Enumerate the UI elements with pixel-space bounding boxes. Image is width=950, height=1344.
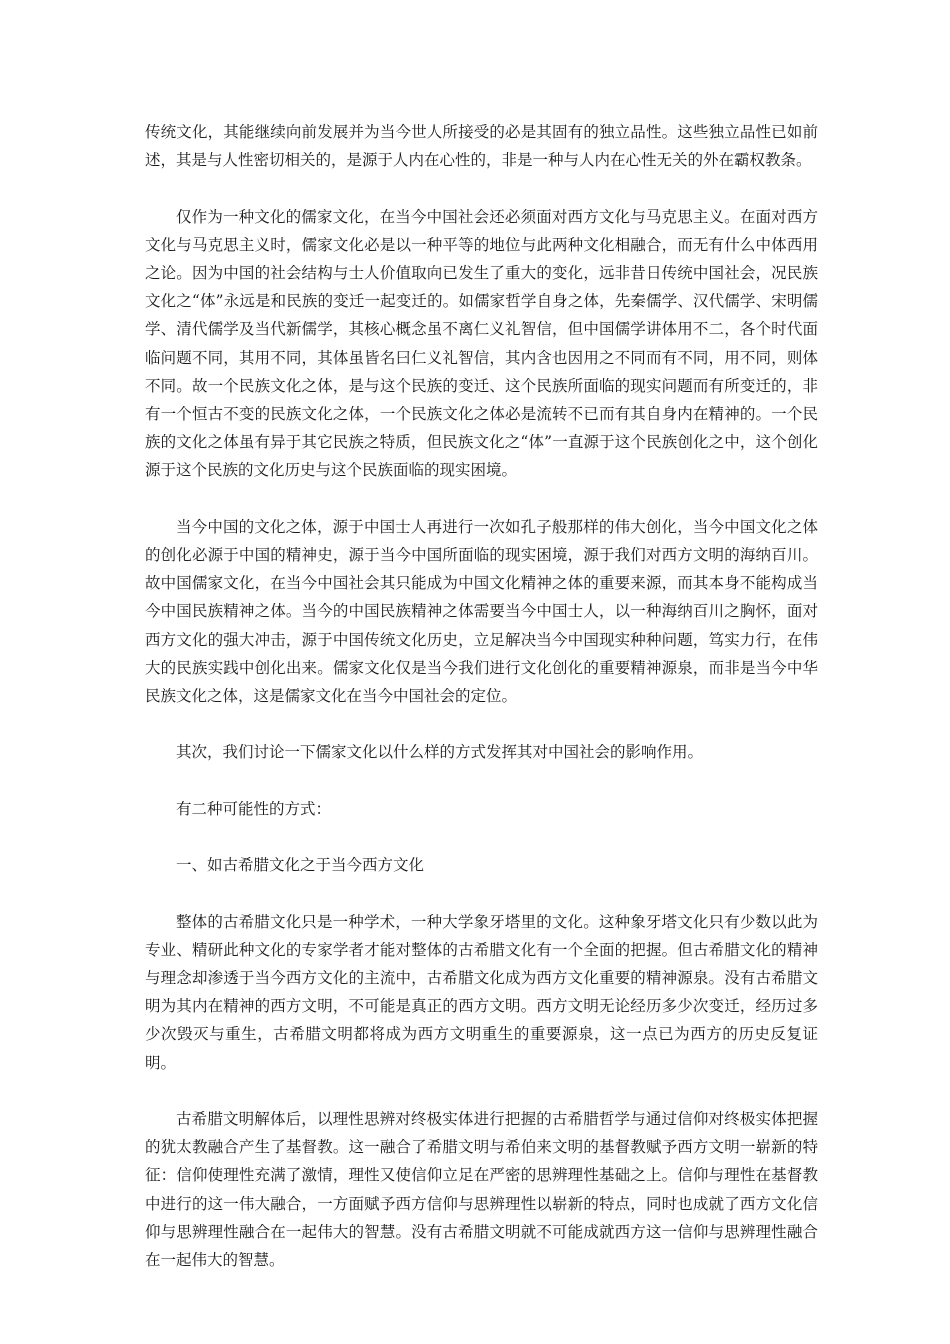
document-body: [145, 118, 818, 1302]
paragraph-two-modes: 有二种可能性的方式：: [176, 799, 332, 818]
paragraph-next-topic: 其次，我们讨论一下儒家文化以什么样的方式发挥其对中国社会的影响作用。: [176, 743, 704, 762]
paragraph-chinese-culture-body: 当今中国的文化之体，源于中国士人再进行一次如孔子般那样的伟大创化，当今中国文化之体的创化必源于中国的精神史，源于当今中国所面临的现实困境，源于我们对西方文明的海纳百川。故中国儒家文化，在当今中国社会其只能成为中国文化精神之体的重要来源，而其本身不能构成当今中国民族精神之体。当今的中国民族精神之体需要当今中国士人，以一种海纳百川之胸怀，面对西方文化的强大冲击，源于中国传统文化历史，立足解决当今中国现实种种问题，笃实力行，在伟大的民族实践中创化出来。儒家文化仅是当今我们进行文化创化的重要精神源泉，而非是当今中华民族文化之体，这是儒家文化在当今中国社会的定位。: [145, 517, 818, 706]
section-heading-greek-culture: 一、如古希腊文化之于当今西方文化: [176, 856, 425, 875]
paragraph-greek-culture: 整体的古希腊文化只是一种学术，一种大学象牙塔里的文化。这种象牙塔文化只有少数以此为专业、精研此种文化的专家学者才能对整体的古希腊文化有一个全面的把握。但古希腊文化的精神与理念却渗透于当今西方文化的主流中，古希腊文化成为西方文化重要的精神源泉。没有古希腊文明为其内在精神的西方文明，不可能是真正的西方文明。西方文明无论经历多少次变迁，经历过多少次毁灭与重生，古希腊文明都将成为西方文明重生的重要源泉，这一点已为西方的历史反复证明。: [145, 912, 818, 1072]
paragraph-continuation: 传统文化，其能继续向前发展并为当今世人所接受的必是其固有的独立品性。这些独立品性已如前述，其是与人性密切相关的，是源于人内在心性的，非是一种与人内在心性无关的外在霸权教条。: [145, 123, 818, 170]
paragraph-confucian-culture-facing-west: 仅作为一种文化的儒家文化，在当今中国社会还必须面对西方文化与马克思主义。在面对西方文化与马克思主义时，儒家文化必是以一种平等的地位与此两种文化相融合，而无有什么中体西用之论。因为中国的社会结构与士人价值取向已发生了重大的变化，远非昔日传统中国社会，况民族文化之“体”永远是和民族的变迁一起变迁的。如儒家哲学自身之体，先秦儒学、汉代儒学、宋明儒学、清代儒学及当代新儒学，其核心概念虽不离仁义礼智信，但中国儒学讲体用不二，各个时代面临问题不同，其用不同，其体虽皆名曰仁义礼智信，其内含也因用之不同而有不同，用不同，则体不同。故一个民族文化之体，是与这个民族的变迁、这个民族所面临的现实问题而有所变迁的，非有一个恒古不变的民族文化之体，一个民族文化之体必是流转不已而有其自身内在精神的。一个民族的文化之体虽有异于其它民族之特质，但民族文化之“体”一直源于这个民族创化之中，这个创化源于这个民族的文化历史与这个民族面临的现实困境。: [145, 207, 818, 480]
paragraph-christianity-fusion: 古希腊文明解体后，以理性思辨对终极实体进行把握的古希腊哲学与通过信仰对终极实体把握的犹太教融合产生了基督教。这一融合了希腊文明与希伯来文明的基督教赋予西方文明一崭新的特征：信仰使理性充满了激情，理性又使信仰立足在严密的思辨理性基础之上。信仰与理性在基督教中进行的这一伟大融合，一方面赋予西方信仰与思辨理性以崭新的特点，同时也成就了西方文化信仰与思辨理性融合在一起伟大的智慧。没有古希腊文明就不可能成就西方这一信仰与思辨理性融合在一起伟大的智慧。: [145, 1110, 818, 1270]
